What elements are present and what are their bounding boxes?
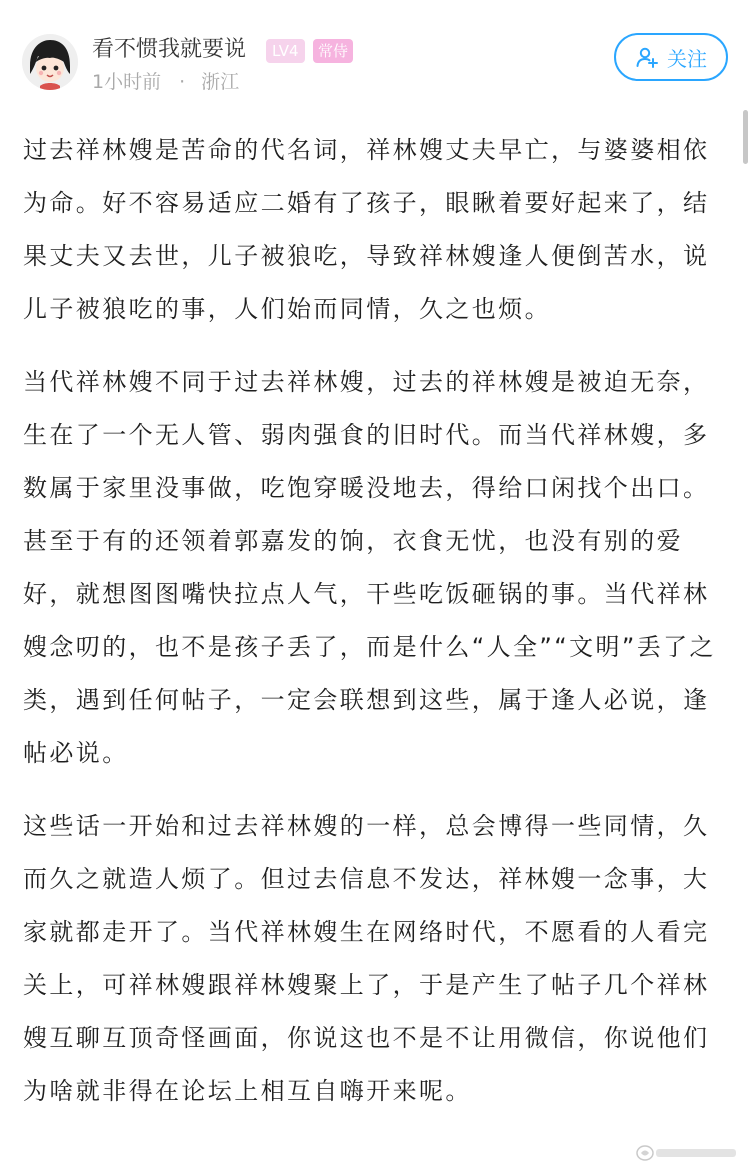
cartoon-girl-avatar-icon [22, 34, 78, 90]
level-badge: LV4 [266, 39, 305, 63]
follow-button-label: 关注 [667, 46, 707, 71]
follow-button[interactable] [614, 33, 728, 81]
post-paragraph: 过去祥林嫂是苦命的代名词，祥林嫂丈夫早亡，与婆婆相依为命。好不容易适应二婚有了孩子，眼瞅着要好起来了，结果丈夫又去世，儿子被狼吃，导致祥林嫂逢人便倒苦水，说儿子被狼吃的事，人们始而同情，久之也烦。 [23, 136, 710, 323]
post-paragraph: 当代祥林嫂不同于过去祥林嫂，过去的祥林嫂是被迫无奈，生在了一个无人管、弱肉强食的旧时代。而当代祥林嫂，多数属于家里没事做，吃饱穿暖没地去，得给口闲找个出口。甚至于有的还领着郭嘉发的饷，衣食无忧，也没有别的爱好，就想图图嘴快拉点人气，干些吃饭砸锅的事。当代祥林嫂念叨的，也不是孩子丢了，而是什么“人全”“文明”丢了之类，遇到任何帖子，一定会联想到这些，属于逢人必说，逢帖必说。 [23, 368, 716, 767]
post-time: 1小时前 [92, 71, 162, 93]
post-meta [92, 70, 239, 94]
post-paragraph: 这些话一开始和过去祥林嫂的一样，总会博得一些同情，久而久之就造人烦了。但过去信息不发达，祥林嫂一念事，大家就都走开了。当代祥林嫂生在网络时代，不愿看的人看完关上，可祥林嫂跟祥林嫂聚上了，于是产生了帖子几个祥林嫂互聊互顶奇怪画面，你说这也不是不让用微信，你说他们为啥就非得在论坛上相互自嗨开来呢。 [23, 812, 710, 1105]
title-badge: 常侍 [313, 39, 353, 63]
scrollbar[interactable] [743, 110, 748, 164]
meta-separator: · [179, 71, 186, 93]
add-person-icon [635, 45, 659, 69]
post-header [0, 0, 750, 110]
site-watermark-logo-icon [636, 1143, 740, 1163]
avatar[interactable] [22, 34, 78, 90]
post-location: 浙江 [201, 71, 240, 93]
username[interactable]: 看不惯我就要说 [92, 37, 247, 62]
post-body [23, 124, 729, 1138]
